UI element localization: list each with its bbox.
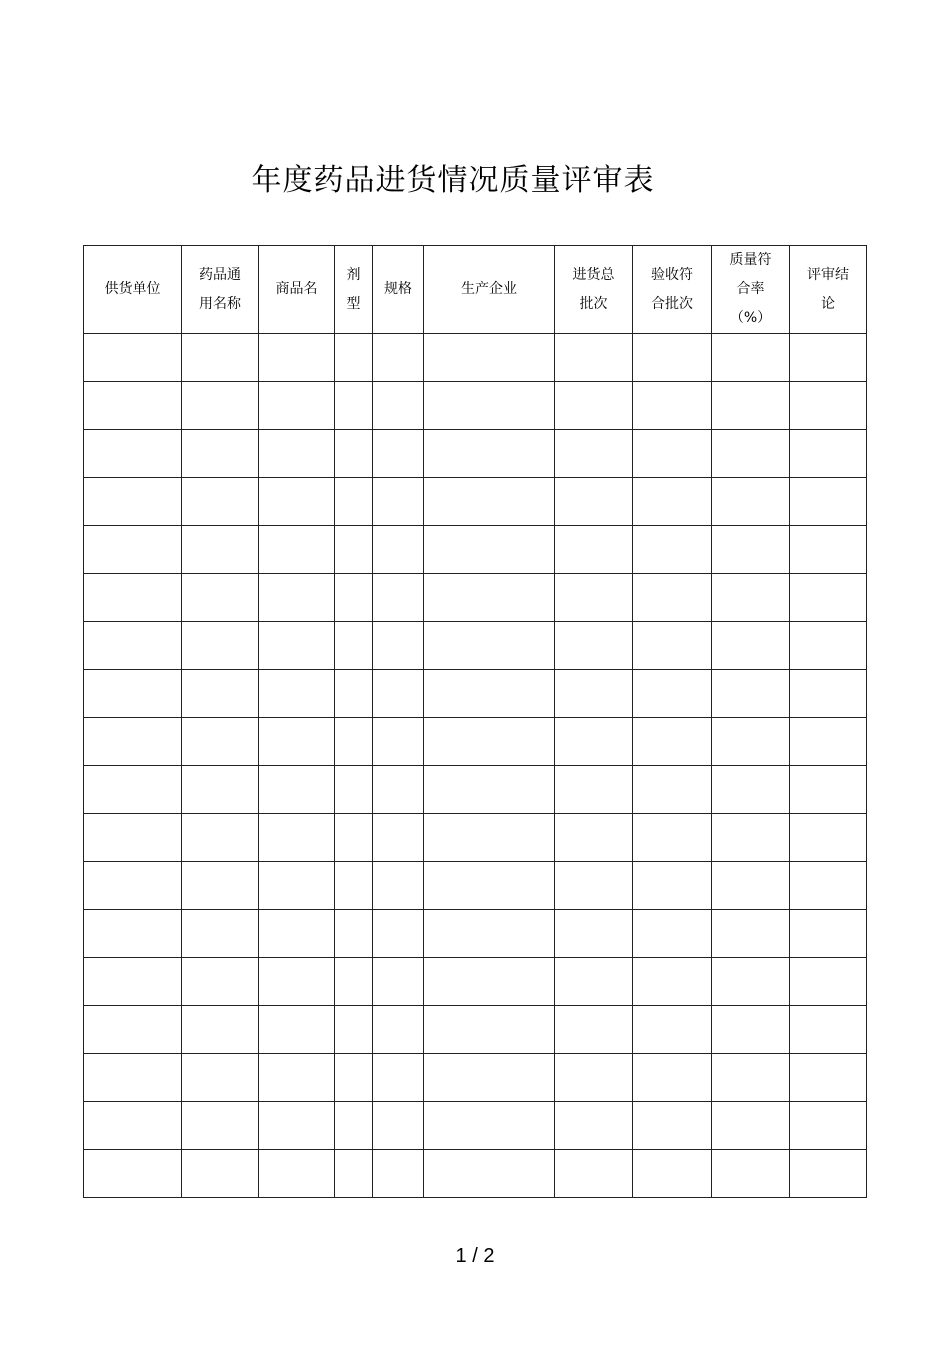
table-cell [555,334,633,382]
table-cell [259,862,335,910]
table-cell [259,718,335,766]
table-cell [182,670,259,718]
page-title: 年度药品进货情况质量评审表 [251,163,655,198]
review-table [83,245,867,1198]
table-cell [633,382,712,430]
table-cell [633,478,712,526]
table-row [84,1150,867,1198]
table-cell [373,1150,424,1198]
table-cell [373,1102,424,1150]
table-cell [790,574,867,622]
table-cell [712,526,790,574]
table-cell [373,622,424,670]
table-row [84,814,867,862]
header-manufacturer: 生产企业 [424,246,555,334]
table-cell [335,862,373,910]
table-cell [424,910,555,958]
table-cell [633,718,712,766]
table-cell [335,430,373,478]
table-cell [633,670,712,718]
table-cell [555,1006,633,1054]
table-cell [84,478,182,526]
table-cell [555,718,633,766]
table-cell [555,670,633,718]
table-row [84,574,867,622]
table-cell [424,1054,555,1102]
table-cell [373,958,424,1006]
table-row [84,1054,867,1102]
table-row [84,478,867,526]
table-cell [424,670,555,718]
table-cell [555,574,633,622]
table-cell [790,382,867,430]
table-row [84,1006,867,1054]
table-cell [182,1006,259,1054]
table-cell [84,1102,182,1150]
header-specification: 规格 [373,246,424,334]
table-cell [633,1054,712,1102]
table-cell [712,622,790,670]
table-cell [259,1054,335,1102]
table-cell [633,430,712,478]
table-cell [790,1006,867,1054]
table-cell [790,814,867,862]
table-cell [424,862,555,910]
table-cell [259,1006,335,1054]
table-cell [335,1150,373,1198]
table-cell [424,478,555,526]
table-cell [259,766,335,814]
table-cell [633,910,712,958]
table-cell [373,382,424,430]
table-cell [335,1006,373,1054]
table-cell [259,574,335,622]
table-cell [84,574,182,622]
table-cell [555,622,633,670]
table-cell [790,430,867,478]
table-cell [790,766,867,814]
table-cell [84,1150,182,1198]
table-row [84,958,867,1006]
table-cell [555,430,633,478]
table-cell [790,958,867,1006]
table-cell [182,382,259,430]
table-cell [84,526,182,574]
table-cell [373,670,424,718]
table-cell [712,766,790,814]
table-cell [335,1054,373,1102]
table-cell [182,862,259,910]
table-cell [555,814,633,862]
table-cell [555,1054,633,1102]
table-cell [790,670,867,718]
table-cell [335,382,373,430]
table-cell [259,814,335,862]
table-cell [555,910,633,958]
table-cell [424,814,555,862]
table-cell [424,766,555,814]
table-cell [712,1054,790,1102]
table-cell [373,1054,424,1102]
table-row [84,1102,867,1150]
table-cell [182,574,259,622]
table-cell [259,622,335,670]
table-cell [335,574,373,622]
table-cell [373,1006,424,1054]
table-cell [424,718,555,766]
table-cell [555,766,633,814]
table-cell [555,382,633,430]
table-cell [182,1054,259,1102]
table-row [84,766,867,814]
table-cell [84,718,182,766]
table-cell [555,862,633,910]
table-cell [790,718,867,766]
table-cell [182,718,259,766]
table-cell [424,622,555,670]
table-cell [712,958,790,1006]
table-body [84,334,867,1198]
table-cell [633,814,712,862]
table-cell [84,910,182,958]
table-cell [424,430,555,478]
table-cell [555,478,633,526]
table-cell [182,622,259,670]
table-cell [790,862,867,910]
table-cell [633,1102,712,1150]
table-cell [259,1150,335,1198]
table-cell [424,334,555,382]
table-cell [712,1102,790,1150]
table-cell [182,526,259,574]
table-cell [182,1102,259,1150]
table-cell [633,622,712,670]
table-cell [790,1054,867,1102]
table-cell [84,334,182,382]
table-cell [424,526,555,574]
table-cell [555,1150,633,1198]
table-cell [790,622,867,670]
table-cell [633,334,712,382]
table-cell [790,1102,867,1150]
table-cell [373,334,424,382]
table-cell [84,622,182,670]
table-cell [790,1150,867,1198]
table-cell [790,334,867,382]
table-row [84,382,867,430]
table-cell [182,334,259,382]
table-cell [259,430,335,478]
table-cell [555,1102,633,1150]
table-cell [373,766,424,814]
table-cell [259,910,335,958]
table-cell [84,958,182,1006]
table-row [84,526,867,574]
header-supplier: 供货单位 [84,246,182,334]
table-cell [633,766,712,814]
table-row [84,622,867,670]
table-cell [182,1150,259,1198]
table-cell [84,1054,182,1102]
table-cell [712,670,790,718]
header-quality-rate: 质量符 合率 （%） [712,246,790,334]
table-cell [259,382,335,430]
table-cell [335,910,373,958]
table-cell [712,718,790,766]
table-cell [335,478,373,526]
table-cell [373,526,424,574]
table-cell [335,1102,373,1150]
table-cell [633,574,712,622]
table-row [84,430,867,478]
table-cell [712,430,790,478]
table-cell [335,622,373,670]
table-cell [712,862,790,910]
table-cell [84,814,182,862]
table-cell [335,766,373,814]
table-cell [633,862,712,910]
table-cell [633,1150,712,1198]
table-cell [373,478,424,526]
table-row [84,910,867,958]
table-cell [633,526,712,574]
table-cell [259,958,335,1006]
table-header-row [84,246,867,334]
table-cell [335,526,373,574]
table-cell [424,382,555,430]
table-cell [335,958,373,1006]
table-cell [555,526,633,574]
table-cell [84,862,182,910]
table-cell [259,334,335,382]
table-cell [182,430,259,478]
table-cell [790,910,867,958]
table-cell [335,334,373,382]
table-cell [424,1150,555,1198]
header-accepted-batches: 验收符 合批次 [633,246,712,334]
table-cell [424,574,555,622]
table-row [84,670,867,718]
table-cell [182,766,259,814]
header-review-conclusion: 评审结 论 [790,246,867,334]
table-cell [335,814,373,862]
table-cell [424,1102,555,1150]
table-cell [424,958,555,1006]
table-cell [790,478,867,526]
table-cell [259,670,335,718]
table-cell [335,670,373,718]
table-row [84,862,867,910]
header-total-batches: 进货总 批次 [555,246,633,334]
table-cell [84,430,182,478]
table-cell [424,1006,555,1054]
table-cell [259,526,335,574]
table-cell [182,910,259,958]
table-cell [712,814,790,862]
table-cell [712,1006,790,1054]
table-cell [373,862,424,910]
header-dosage-form: 剂 型 [335,246,373,334]
table-cell [182,814,259,862]
table-cell [182,958,259,1006]
table-row [84,718,867,766]
table-cell [555,958,633,1006]
table-cell [84,670,182,718]
table-cell [712,574,790,622]
header-generic-name: 药品通 用名称 [182,246,259,334]
table-cell [712,382,790,430]
table-cell [182,478,259,526]
header-trade-name: 商品名 [259,246,335,334]
table-row [84,334,867,382]
table-cell [373,574,424,622]
table-cell [335,718,373,766]
table-cell [373,430,424,478]
table-cell [84,382,182,430]
table-cell [712,334,790,382]
table-cell [712,478,790,526]
table-cell [712,1150,790,1198]
table-cell [712,910,790,958]
table-cell [633,958,712,1006]
table-cell [84,766,182,814]
table-cell [259,478,335,526]
table-cell [790,526,867,574]
table-cell [259,1102,335,1150]
page-number: 1 / 2 [455,1245,495,1267]
table-cell [84,1006,182,1054]
table-cell [633,1006,712,1054]
table-cell [373,718,424,766]
table-cell [373,910,424,958]
table-cell [373,814,424,862]
